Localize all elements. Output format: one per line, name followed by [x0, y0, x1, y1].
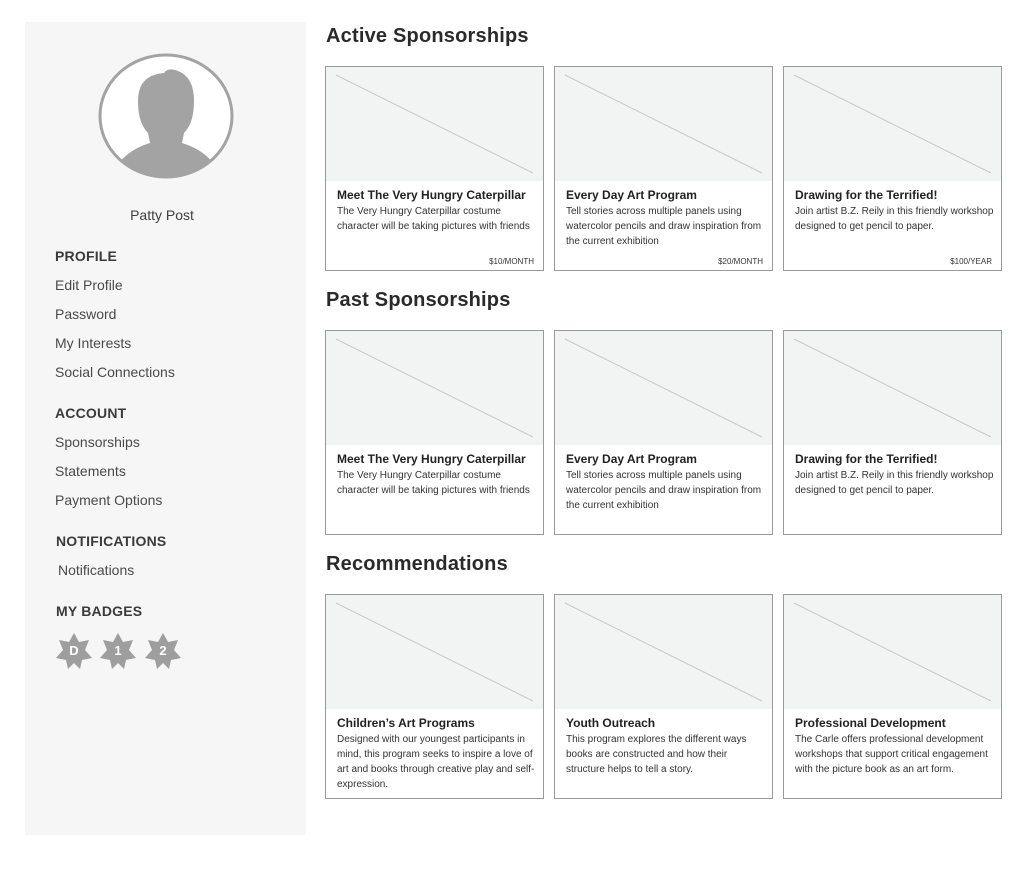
- sidebar: [25, 22, 306, 835]
- card-description: Tell stories across multiple panels using watercolor pencils and draw inspiration from the current exhibition: [566, 470, 762, 511]
- image-placeholder: [555, 595, 772, 709]
- card-title: Meet The Very Hungry Caterpillar: [337, 188, 526, 202]
- card-description: Join artist B.Z. Reily in this friendly workshop designed to get pencil to paper.: [795, 206, 994, 232]
- badge-star-icon[interactable]: [143, 631, 183, 671]
- recommendation-card[interactable]: [554, 594, 773, 799]
- sponsorship-card[interactable]: [783, 66, 1002, 271]
- image-placeholder: [784, 595, 1001, 709]
- card-title: Every Day Art Program: [566, 452, 697, 466]
- badge-label: 1: [114, 643, 122, 658]
- notifications-heading: NOTIFICATIONS: [56, 533, 167, 549]
- nav-edit-profile[interactable]: Edit Profile: [55, 277, 123, 293]
- profile-heading: PROFILE: [55, 248, 118, 264]
- past-sponsorships-heading: Past Sponsorships: [326, 289, 511, 311]
- badge-label: 2: [159, 643, 167, 658]
- image-placeholder: [555, 331, 772, 445]
- user-name: Patty Post: [130, 207, 194, 223]
- active-sponsorships-heading: Active Sponsorships: [326, 25, 529, 47]
- recommendation-card[interactable]: [783, 594, 1002, 799]
- image-placeholder: [326, 595, 543, 709]
- image-placeholder: [326, 331, 543, 445]
- image-placeholder: [784, 67, 1001, 181]
- nav-password[interactable]: Password: [55, 306, 117, 322]
- card-description: This program explores the different ways books are constructed and how their structure helps to tell a story.: [566, 734, 747, 775]
- card-title: Youth Outreach: [566, 716, 656, 730]
- nav-payment-options[interactable]: Payment Options: [55, 492, 163, 508]
- card-description: Tell stories across multiple panels using watercolor pencils and draw inspiration from the current exhibition: [566, 206, 762, 247]
- sponsorship-card[interactable]: [554, 330, 773, 535]
- badge-star-icon[interactable]: [98, 631, 138, 671]
- nav-notifications[interactable]: Notifications: [58, 562, 135, 578]
- sponsorship-card[interactable]: [325, 330, 544, 535]
- card-description: Join artist B.Z. Reily in this friendly workshop designed to get pencil to paper.: [795, 470, 994, 496]
- recommendation-card[interactable]: [325, 594, 544, 799]
- nav-sponsorships[interactable]: Sponsorships: [55, 434, 140, 450]
- user-avatar-icon[interactable]: [98, 53, 234, 179]
- card-title: Every Day Art Program: [566, 188, 697, 202]
- card-description: The Very Hungry Caterpillar costume character will be taking pictures with friends: [337, 206, 530, 232]
- image-placeholder: [784, 331, 1001, 445]
- sponsorship-card[interactable]: [325, 66, 544, 271]
- card-title: Drawing for the Terrified!: [795, 188, 938, 202]
- nav-my-interests[interactable]: My Interests: [55, 335, 132, 351]
- card-title: Drawing for the Terrified!: [795, 452, 938, 466]
- badge-star-icon[interactable]: [54, 631, 94, 671]
- card-description: The Very Hungry Caterpillar costume character will be taking pictures with friends: [337, 470, 530, 496]
- card-description: The Carle offers professional development workshops that support critical engagement with the picture book as an art form.: [795, 734, 988, 775]
- card-title: Children’s Art Programs: [337, 716, 475, 730]
- sponsorship-card[interactable]: [783, 330, 1002, 535]
- image-placeholder: [326, 67, 543, 181]
- card-title: Professional Development: [795, 716, 946, 730]
- image-placeholder: [555, 67, 772, 181]
- account-heading: ACCOUNT: [55, 405, 127, 421]
- nav-statements[interactable]: Statements: [55, 463, 126, 479]
- card-price: $10/MONTH: [489, 257, 534, 266]
- card-price: $20/MONTH: [718, 257, 763, 266]
- recommendations-heading: Recommendations: [326, 553, 508, 575]
- sponsorship-card[interactable]: [554, 66, 773, 271]
- nav-social-connections[interactable]: Social Connections: [55, 364, 175, 380]
- card-title: Meet The Very Hungry Caterpillar: [337, 452, 526, 466]
- card-price: $100/YEAR: [950, 257, 992, 266]
- card-description: Designed with our youngest participants in mind, this program seeks to inspire a love of art and books through creative play and self-expression.: [337, 734, 535, 790]
- badge-label: D: [69, 643, 79, 658]
- badges-heading: MY BADGES: [56, 603, 143, 619]
